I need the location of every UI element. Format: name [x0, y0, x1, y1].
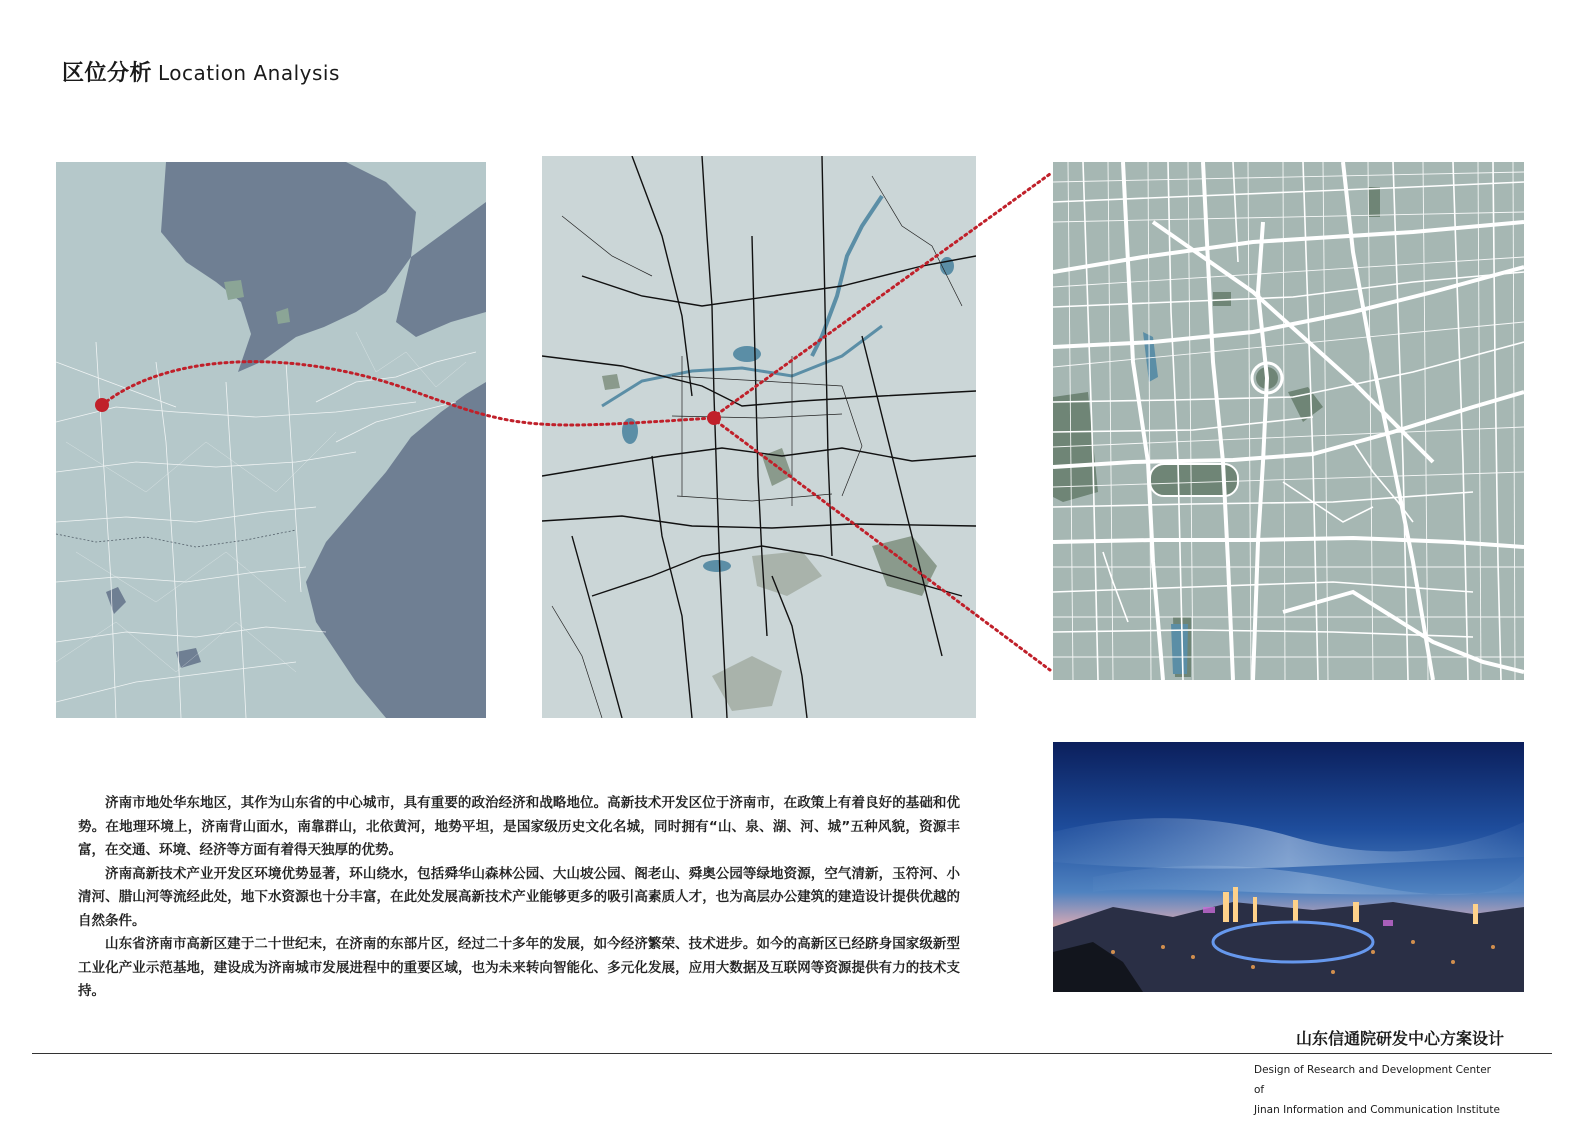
description-paragraph: 山东省济南市高新区建于二十世纪末，在济南的东部片区，经过二十多年的发展，如今经济繁荣、技术进步。如今的高新区已经跻身国家级新型工业化产业示范基地，建设成为济南城市发展进程中的重要区域，也为未来转向智能化、多元化发展，应用大数据及互联网等资源提供有力的技术支持。: [78, 936, 960, 999]
city-map-graphic: [542, 156, 976, 718]
regional-map-graphic: [56, 162, 486, 718]
project-title: 山东信通院研发中心方案设计: [1295, 1029, 1504, 1048]
project-title-en-line2: Jinan Information and Communication Institute: [1254, 1104, 1501, 1116]
project-title-en-line1: Design of Research and Development Center of: [1254, 1064, 1492, 1096]
page-title-cn: 区位分析: [62, 61, 153, 86]
description-text: [78, 792, 960, 1004]
city-map: [542, 156, 976, 718]
page-title: [62, 56, 340, 87]
description-paragraph: 济南市地处华东地区，其作为山东省的中心城市，具有重要的政治经济和战略地位。高新技术开发区位于济南市，在政策上有着良好的基础和优势。在地理环境上，济南背山面水，南靠群山，北依黄河，地势平坦，是国家级历史文化名城，同时拥有“山、泉、湖、河、城”五种风貌，资源丰富，在交通、环境、经济等方面有着得天独厚的优势。: [78, 795, 960, 858]
district-map: [1053, 162, 1524, 680]
description-paragraph: 济南高新技术产业开发区环境优势显著，环山绕水，包括舜华山森林公园、大山坡公园、阁老山、舜奥公园等绿地资源，空气清新，玉符河、小清河、腊山河等流经此处，地下水资源也十分丰富，在此处发展高新技术产业能够更多的吸引高素质人才，也为高层办公建筑的建造设计提供优越的自然条件。: [78, 865, 960, 929]
footer-divider: [32, 1053, 1552, 1054]
page-title-en: Location Analysis: [158, 61, 340, 85]
city-night-photo-graphic: [1053, 742, 1524, 992]
city-night-photo: [1053, 742, 1524, 992]
district-map-graphic: [1053, 162, 1524, 680]
project-title-en: [1254, 1060, 1504, 1120]
regional-map: [56, 162, 486, 718]
